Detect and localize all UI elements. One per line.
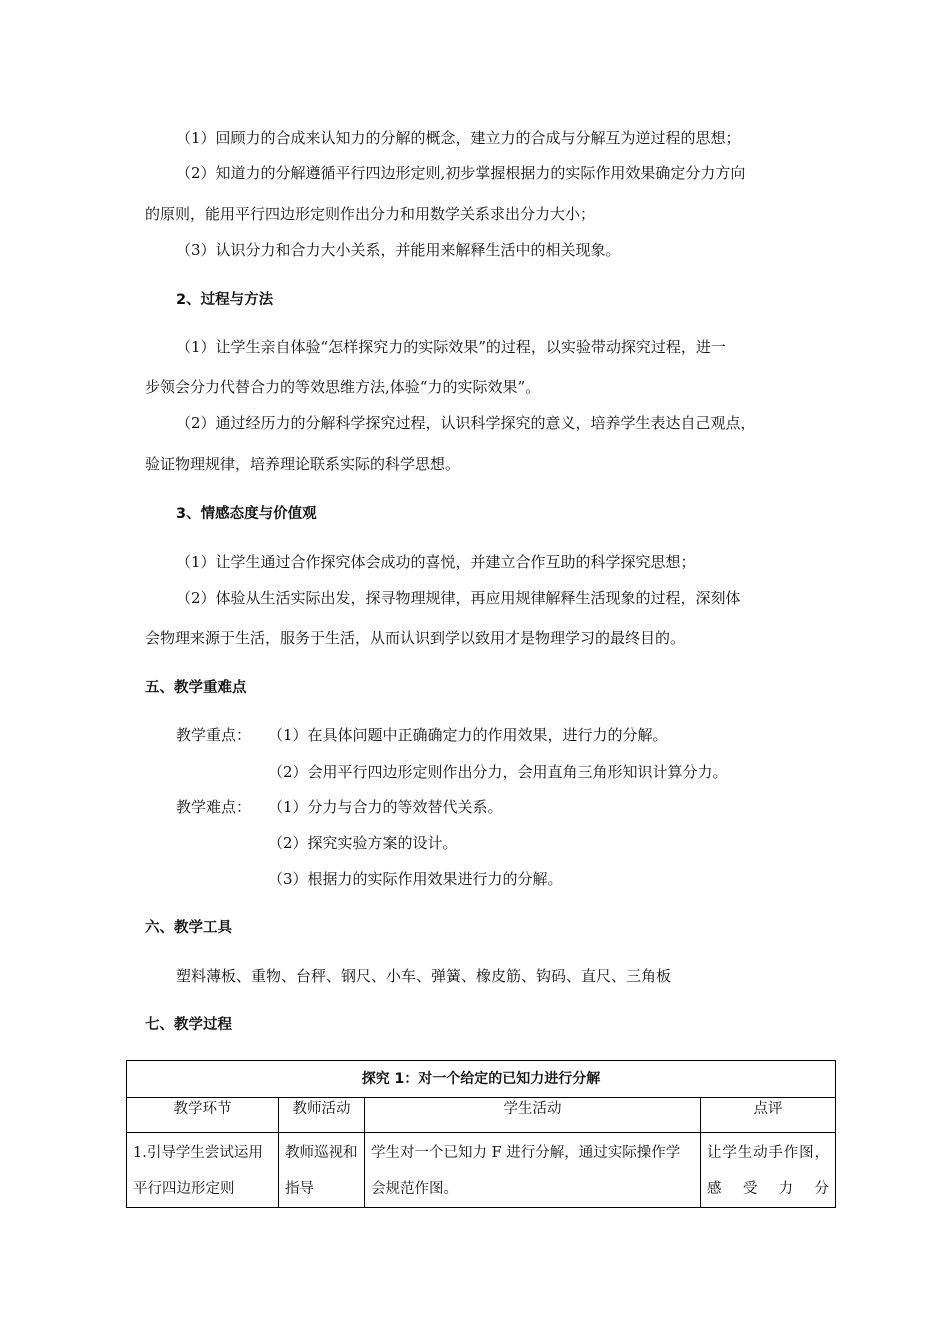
objective-knowledge-2-cont: 的原则，能用平行四边形定则作出分力和用数学关系求出分力大小； [145,205,596,223]
focus-item-1: （1）在具体问题中正确确定力的作用效果，进行力的分解。 [268,726,668,744]
cell-comment: 让学生动手作图，感受力分 [701,1133,836,1208]
objective-emotion-1: （1）让学生通过合作探究体会成功的喜悦，并建立合作互助的科学探究思想； [176,553,696,571]
tools-list: 塑料薄板、重物、台秤、钢尺、小车、弹簧、橡皮筋、钩码、直尺、三角板 [176,967,672,985]
cell-student: 学生对一个已知力 F 进行分解，通过实际操作学会规范作图。 [365,1133,701,1208]
heading-process-method: 2、过程与方法 [176,292,274,308]
objective-emotion-2: （2）体验从生活实际出发，探寻物理规律，再应用规律解释生活现象的过程，深刻体 [176,589,741,607]
col-header-stage: 教学环节 [127,1098,279,1133]
objective-knowledge-2: （2）知道力的分解遵循平行四边形定则,初步掌握根据力的实际作用效果确定分力方向 [176,164,746,182]
objective-knowledge-3: （3）认识分力和合力大小关系，并能用来解释生活中的相关现象。 [176,241,621,259]
col-header-comment: 点评 [701,1098,836,1133]
objective-process-1-cont: 步领会分力代替合力的等效思维方法,体验“力的实际效果”。 [145,378,541,396]
heading-key-points: 五、教学重难点 [145,680,247,696]
col-header-student: 学生活动 [365,1098,701,1133]
heading-teaching-process: 七、教学过程 [145,1017,232,1033]
table-title: 探究 1：对一个给定的已知力进行分解 [127,1061,836,1098]
col-header-teacher: 教师活动 [279,1098,365,1133]
difficulty-item-3: （3）根据力的实际作用效果进行力的分解。 [268,870,563,888]
cell-teacher: 教师巡视和指导 [279,1133,365,1208]
objective-emotion-2-cont: 会物理来源于生活，服务于生活，从而认识到学以致用才是物理学习的最终目的。 [145,629,686,647]
objective-process-2-cont: 验证物理规律，培养理论联系实际的科学思想。 [145,455,461,473]
objective-knowledge-1: （1）回顾力的合成来认知力的分解的概念，建立力的合成与分解互为逆过程的思想； [176,129,741,147]
objective-process-1: （1）让学生亲自体验“怎样探究力的实际效果”的过程，以实验带动探究过程，进一 [176,338,726,356]
teaching-process-table [126,1060,836,1208]
focus-item-2: （2）会用平行四边形定则作出分力，会用直角三角形知识计算分力。 [268,763,728,781]
cell-stage: 1.引导学生尝试运用平行四边形定则 [127,1133,279,1208]
difficulty-label: 教学难点： [176,798,252,816]
heading-emotion-values: 3、情感态度与价值观 [176,506,317,522]
difficulty-item-2: （2）探究实验方案的设计。 [268,834,458,852]
heading-tools: 六、教学工具 [145,920,232,936]
objective-process-2: （2）通过经历力的分解科学探究过程，认识科学探究的意义，培养学生表达自己观点， [176,414,756,432]
focus-label: 教学重点： [176,726,252,744]
table-row [127,1133,836,1208]
difficulty-item-1: （1）分力与合力的等效替代关系。 [268,798,503,816]
